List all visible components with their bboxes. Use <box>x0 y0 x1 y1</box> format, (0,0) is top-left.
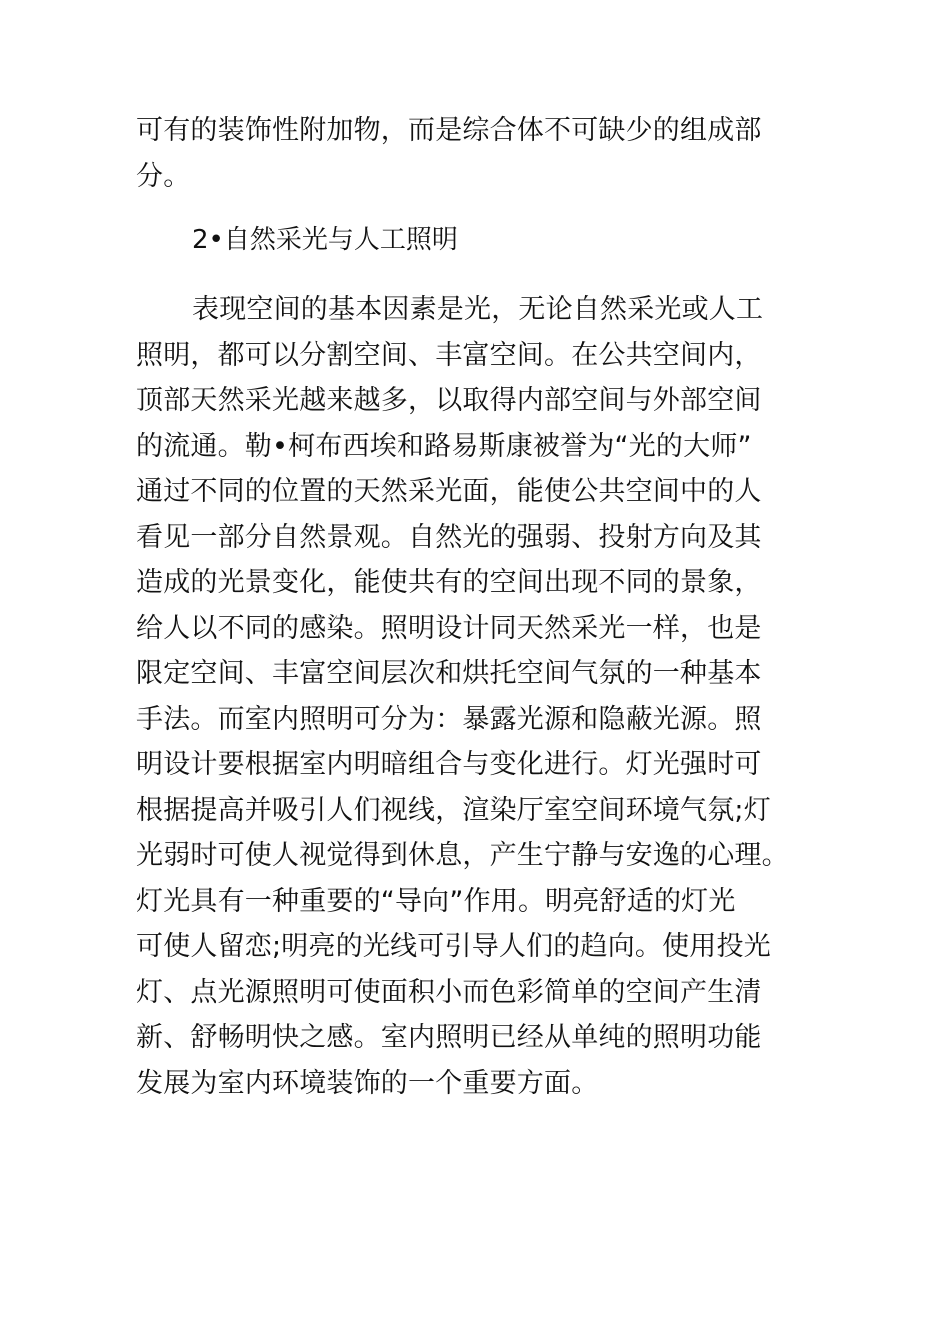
paragraph-line: 的流通。勒•柯布西埃和路易斯康被誉为“光的大师” <box>136 430 752 462</box>
paragraph-line: 给人以不同的感染。照明设计同天然采光一样，也是 <box>136 612 762 644</box>
paragraph-line: 光弱时可使人视觉得到休息，产生宁静与安逸的心理。 <box>136 840 789 871</box>
paragraph-line: 手法。而室内照明可分为：暴露光源和隐蔽光源。照 <box>136 703 762 735</box>
paragraph-line: 灯、点光源照明可使面积小而色彩简单的空间产生清 <box>136 976 762 1008</box>
paragraph-line: 分。 <box>136 160 191 192</box>
paragraph-line: 发展为室内环境装饰的一个重要方面。 <box>136 1067 599 1099</box>
paragraph-line: 可使人留恋;明亮的光线可引导人们的趋向。使用投光 <box>136 931 771 962</box>
paragraph-line: 通过不同的位置的天然采光面，能使公共空间中的人 <box>136 476 762 507</box>
paragraph-line: 灯光具有一种重要的“导向”作用。明亮舒适的灯光 <box>136 885 736 917</box>
body-paragraph <box>136 287 836 1106</box>
paragraph-line: 表现空间的基本因素是光，无论自然采光或人工 <box>192 294 764 325</box>
paragraph-line: 根据提高并吸引人们视线，渲染厅室空间环境气氛;灯 <box>136 794 771 826</box>
paragraph-line: 顶部天然采光越来越多，以取得内部空间与外部空间 <box>136 385 762 416</box>
paragraph-line: 造成的光景变化，能使共有的空间出现不同的景象， <box>136 567 762 598</box>
paragraph-line: 照明，都可以分割空间、丰富空间。在公共空间内， <box>136 339 762 371</box>
section-heading: 2•自然采光与人工照明 <box>192 225 458 255</box>
paragraph-line: 新、舒畅明快之感。室内照明已经从单纯的照明功能 <box>136 1022 762 1053</box>
paragraph-line: 看见一部分自然景观。自然光的强弱、投射方向及其 <box>136 521 762 553</box>
paragraph-line: 限定空间、丰富空间层次和烘托空间气氛的一种基本 <box>136 658 762 689</box>
paragraph-line: 明设计要根据室内明暗组合与变化进行。灯光强时可 <box>136 749 762 780</box>
continuation-paragraph <box>136 108 836 199</box>
paragraph-line: 可有的装饰性附加物，而是综合体不可缺少的组成部 <box>136 115 762 146</box>
